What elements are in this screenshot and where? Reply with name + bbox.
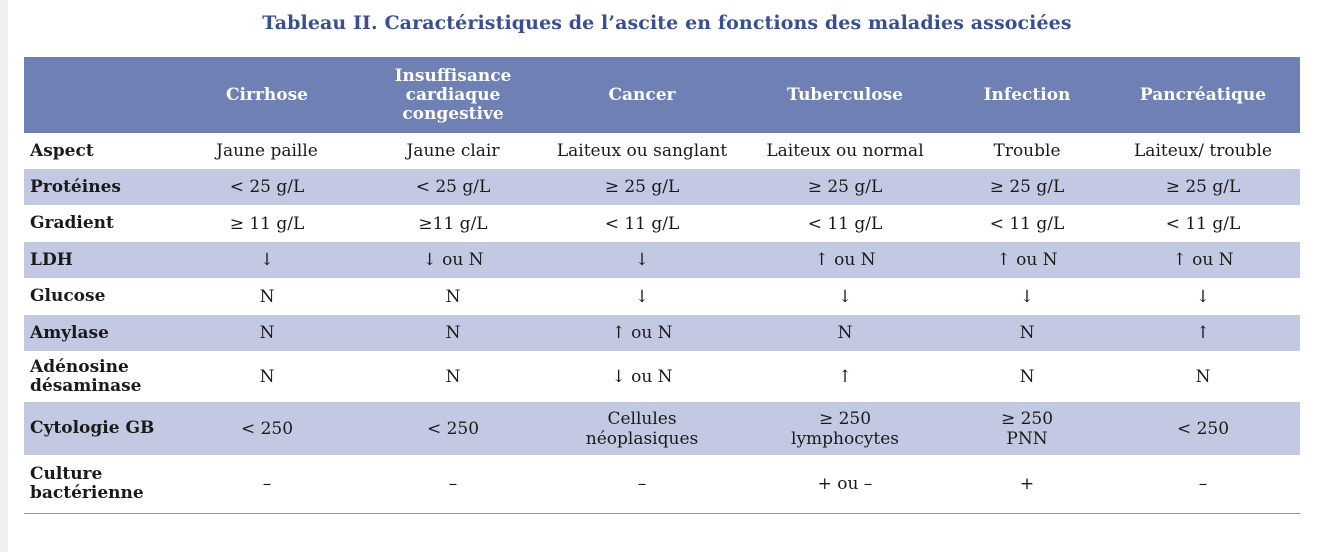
table-cell: ↓ — [634, 250, 650, 270]
table-cell: Cellules néoplasiques — [585, 408, 699, 449]
table-cell: Laiteux ou sanglant — [556, 141, 728, 161]
table-cell: Jaune paille — [216, 141, 318, 161]
table-cell: < 11 g/L — [989, 213, 1065, 234]
table-cell: ↓ ou N — [611, 366, 673, 387]
table-row — [24, 205, 1300, 242]
table-cell: N — [259, 286, 275, 307]
table-cell: – — [542, 455, 742, 513]
table-cell: ≥ 25 g/L — [604, 177, 680, 197]
table-cell: ↓ — [1019, 286, 1035, 307]
header-insuffisance: Insuffisance cardiaque congestive — [394, 65, 512, 124]
table-cell: N — [259, 366, 275, 387]
header-tuberculose: Tuberculose — [786, 84, 903, 105]
header-corner — [24, 57, 170, 133]
table-cell: < 250 — [1176, 418, 1230, 439]
table-row — [24, 242, 1300, 278]
table-cell: N — [1019, 366, 1035, 387]
header-row — [24, 57, 1300, 133]
table-cell: N — [1195, 366, 1211, 387]
table-cell: ≥ 250 PNN — [1000, 408, 1054, 449]
row-label: Gradient — [30, 213, 114, 233]
row-label: Cytologie GB — [30, 418, 155, 438]
row-label: Protéines — [30, 176, 121, 197]
table-cell: < 250 — [426, 418, 480, 439]
table-cell: ≥ 250 lymphocytes — [791, 408, 899, 449]
table-cell: ↑ ou N — [1172, 250, 1234, 270]
table-cell: N — [259, 323, 275, 343]
table-cell: ≥11 g/L — [418, 213, 488, 234]
table-cell: Trouble — [993, 141, 1061, 161]
table-cell: < 250 — [240, 418, 294, 439]
table-cell: N — [445, 323, 461, 343]
table-cell: ↑ — [1195, 323, 1211, 343]
table-cell: ↑ — [837, 366, 853, 387]
row-label: Amylase — [30, 322, 109, 343]
table-row — [24, 351, 1300, 402]
table-cell: N — [1019, 323, 1035, 343]
table-row — [24, 402, 1300, 455]
header-pancreatique: Pancréatique — [1139, 84, 1267, 105]
table-cell: ↑ ou N — [814, 250, 876, 270]
row-label: Aspect — [30, 140, 94, 161]
table-cell: ↑ ou N — [996, 250, 1058, 270]
table-cell: – — [1106, 455, 1300, 513]
table-row — [24, 278, 1300, 315]
ascites-table — [24, 57, 1300, 514]
header-infection: Infection — [983, 84, 1071, 105]
table-cell: < 11 g/L — [604, 213, 680, 234]
table-cell: ↓ — [1195, 286, 1211, 307]
table-cell: + — [948, 455, 1106, 513]
table-cell: ↓ ou N — [422, 250, 484, 270]
table-row — [24, 133, 1300, 169]
row-label: Adénosine désaminase — [30, 356, 142, 396]
table-cell: Jaune clair — [406, 141, 500, 161]
table-cell: Laiteux/ trouble — [1134, 141, 1272, 161]
table-cell: N — [445, 286, 461, 307]
table-cell: ↑ ou N — [611, 323, 673, 343]
table-cell: ↓ — [634, 286, 650, 307]
table-cell: Laiteux ou normal — [766, 141, 924, 161]
page-edge — [0, 0, 8, 552]
table-cell: ↓ — [259, 250, 275, 270]
table-cell: < 11 g/L — [1165, 213, 1241, 234]
table-cell: < 25 g/L — [415, 177, 491, 197]
table-cell: – — [170, 455, 364, 513]
table-cell: ↓ — [837, 286, 853, 307]
table-cell: < 25 g/L — [229, 177, 305, 197]
table-cell: N — [837, 323, 853, 343]
table-cell: + ou – — [742, 455, 948, 513]
table-cell: < 11 g/L — [807, 213, 883, 234]
table-cell: N — [445, 366, 461, 387]
row-label: LDH — [30, 249, 73, 270]
table-row — [24, 455, 1300, 513]
table-row — [24, 169, 1300, 205]
header-cirrhose: Cirrhose — [226, 84, 308, 105]
row-label: Glucose — [30, 286, 106, 306]
table-title: Tableau II. Caractéristiques de l’ascite en fonctions des maladies associées — [262, 12, 1072, 34]
header-cancer: Cancer — [608, 84, 676, 105]
table-cell: – — [364, 455, 542, 513]
table-row — [24, 315, 1300, 351]
table-cell: ≥ 25 g/L — [807, 177, 883, 197]
table-cell: ≥ 11 g/L — [229, 213, 305, 234]
table-cell: ≥ 25 g/L — [989, 177, 1065, 197]
row-label: Culture bactérienne — [24, 455, 170, 513]
table-cell: ≥ 25 g/L — [1165, 177, 1241, 197]
